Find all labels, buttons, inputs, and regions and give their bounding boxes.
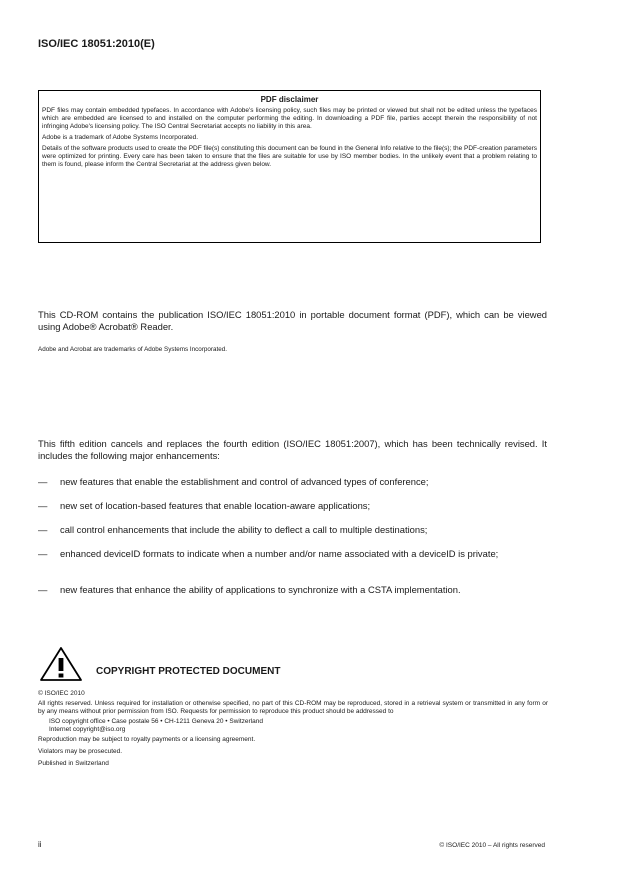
copyright-rights: All rights reserved. Unless required for installation or otherwise specified, no part of this CD-ROM may be reproduced, stored in a retrieval system or transmitted in any form or by any means without prior permission from ISO. Requests for permission to reproduce this product should be addressed to (38, 700, 548, 715)
list-item (38, 500, 548, 512)
prosecution-note: Violators may be prosecuted. (38, 748, 123, 755)
page-number: ii (38, 840, 42, 849)
list-dash: — (38, 500, 48, 511)
footer-rights: © ISO/IEC 2010 – All rights reserved (439, 842, 545, 849)
pdf-disclaimer-box (38, 90, 541, 243)
list-dash: — (38, 584, 48, 595)
copyright-title: COPYRIGHT PROTECTED DOCUMENT (96, 666, 281, 677)
list-item-text: call control enhancements that include the ability to deflect a call to multiple destinations; (60, 524, 428, 535)
list-item-text: new set of location-based features that enable location-aware applications; (60, 500, 371, 511)
disclaimer-paragraph: PDF files may contain embedded typefaces. In accordance with Adobe's licensing policy, such files may be printed or viewed but shall not be edited unless the typefaces which are embedded are licensed to and installed on the computer performing the editing. In downloading a PDF file, parties accept therein the responsibility of not infringing Adobe's licensing policy. The ISO Central Secretariat accepts no liability in this area. (42, 107, 537, 130)
copyright-address: ISO copyright office • Case postale 56 • CH-1211 Geneva 20 • Switzerland (49, 718, 263, 725)
list-item (38, 524, 548, 536)
disclaimer-paragraph: Adobe is a trademark of Adobe Systems Incorporated. (42, 134, 199, 141)
edition-intro: This fifth edition cancels and replaces the fourth edition (ISO/IEC 18051:2007), which has been technically revised. It includes the following major enhancements: (38, 438, 547, 461)
document-id: ISO/IEC 18051:2010(E) (38, 38, 155, 50)
list-item (38, 548, 548, 572)
list-dash: — (38, 524, 48, 535)
trademark-note: Adobe and Acrobat are trademarks of Adobe Systems Incorporated. (38, 346, 228, 353)
disclaimer-paragraph: Details of the software products used to create the PDF file(s) constituting this document can be found in the General Info relative to the file(s); the PDF-creation parameters were optimized for printing. Every care has been taken to ensure that the files are suitable for use by ISO member bodies. In the unlikely event that a problem relating to them is found, please inform the Central Secretariat at the address given below. (42, 145, 537, 168)
list-dash: — (38, 548, 48, 559)
warning-triangle-icon (39, 646, 83, 687)
copyright-block (38, 690, 548, 768)
cdrom-paragraph: This CD-ROM contains the publication ISO/IEC 18051:2010 in portable document format (PDF), which can be viewed using Adobe® Acrobat® Reader. (38, 309, 547, 332)
list-dash: — (38, 476, 48, 487)
published-note: Published in Switzerland (38, 760, 109, 767)
royalty-note: Reproduction may be subject to royalty payments or a licensing agreement. (38, 736, 256, 743)
list-item-text: new features that enhance the ability of applications to synchronize with a CSTA implementation. (60, 584, 461, 595)
list-item-text: new features that enable the establishment and control of advanced types of conference; (60, 476, 429, 487)
list-item (38, 584, 548, 596)
copyright-email: Internet copyright@iso.org (49, 726, 126, 733)
list-item-text: enhanced deviceID formats to indicate when a number and/or name associated with a deviceID is private; (60, 548, 499, 559)
copyright-notice: © ISO/IEC 2010 (38, 690, 85, 697)
list-item (38, 476, 548, 488)
disclaimer-title: PDF disclaimer (260, 95, 319, 104)
